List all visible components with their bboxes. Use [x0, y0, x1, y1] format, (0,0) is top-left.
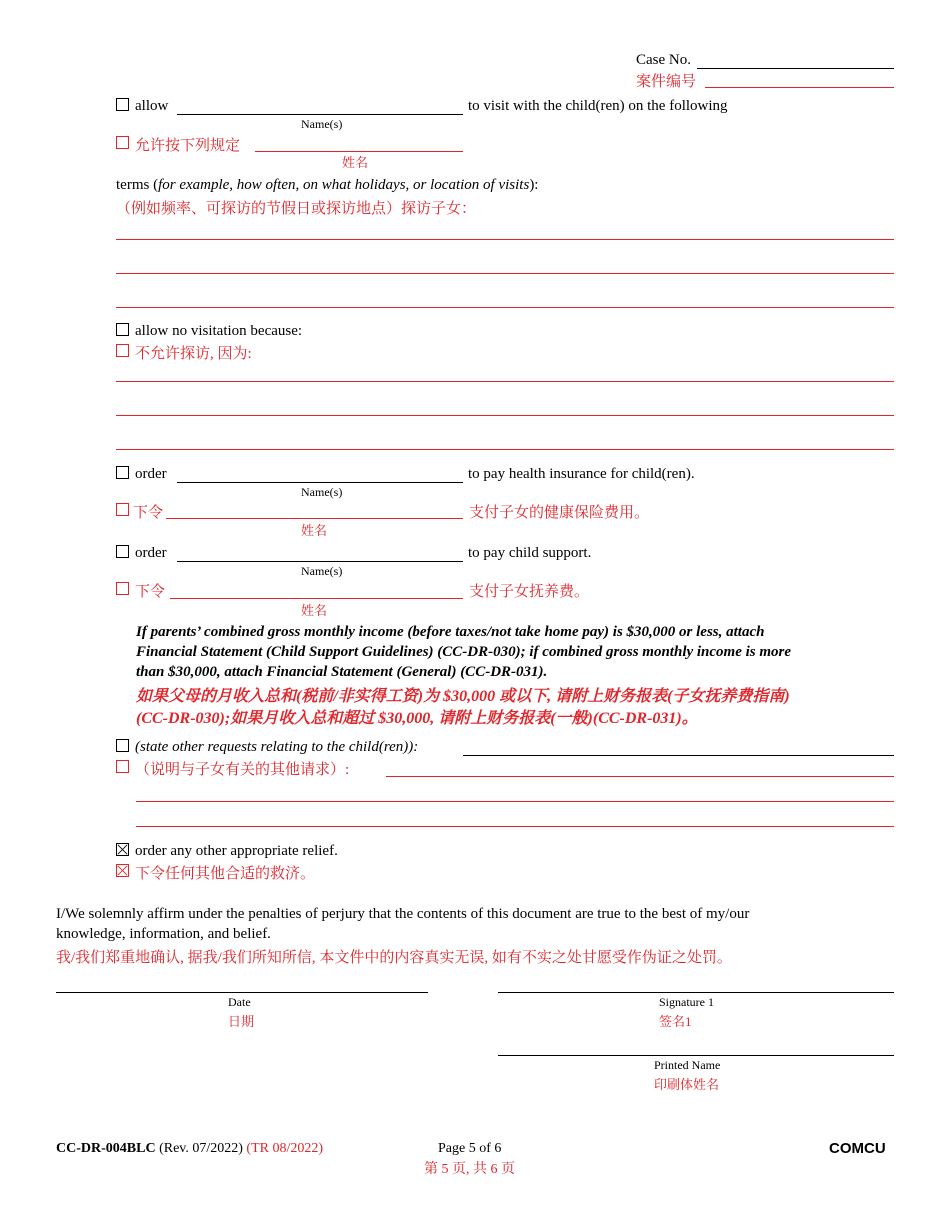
health-names-caption: Name(s) [301, 485, 343, 499]
support-to-pay: to pay child support. [468, 545, 592, 561]
support-order-checkbox[interactable] [116, 545, 129, 558]
allow-names-field[interactable] [177, 114, 463, 115]
other-requests-checkbox-zh[interactable] [116, 760, 129, 773]
date-caption-zh: 日期 [228, 1014, 255, 1029]
case-no-field[interactable] [697, 68, 894, 69]
income-note-line-2: Financial Statement (Child Support Guidelines) (CC-DR-030); if combined gross monthly income is more [136, 644, 792, 660]
health-to-pay-zh: 支付子女的健康保险费用。 [469, 505, 650, 521]
affirm-line-2: knowledge, information, and belief. [56, 926, 271, 942]
affirm-zh: 我/我们郑重地确认, 据我/我们所知所信, 本文件中的内容真实无误, 如有不实之处甘愿受作伪证之处罚。 [56, 950, 732, 966]
other-requests-line-2[interactable] [136, 826, 894, 827]
no-visit-checkbox[interactable] [116, 323, 129, 336]
date-caption: Date [228, 995, 251, 1009]
support-order-label: order [135, 545, 167, 561]
allow-label-zh: 允许按下列规定 [135, 138, 241, 154]
printed-name-caption-zh: 印刷体姓名 [654, 1077, 720, 1092]
income-note-zh-1: 如果父母的月收入总和(税前/非实得工资)为 $30,000 或以下, 请附上财务报表(子女抚养费指南) [136, 688, 790, 705]
other-requests-checkbox[interactable] [116, 739, 129, 752]
support-to-pay-zh: 支付子女抚养费。 [469, 584, 590, 600]
terms-line-2[interactable] [116, 273, 894, 274]
health-order-checkbox[interactable] [116, 466, 129, 479]
health-order-label: order [135, 466, 167, 482]
relief-checkbox[interactable] [116, 843, 129, 856]
allow-visit-checkbox-zh[interactable] [116, 136, 129, 149]
relief-checkbox-zh[interactable] [116, 864, 129, 877]
support-order-checkbox-zh[interactable] [116, 582, 129, 595]
date-field[interactable] [56, 992, 428, 993]
no-visit-line-1[interactable] [116, 381, 894, 382]
no-visit-line-3[interactable] [116, 449, 894, 450]
health-names-field-zh [166, 518, 463, 519]
health-order-label-zh: 下令 [133, 505, 164, 521]
signature-caption: Signature 1 [659, 995, 714, 1009]
support-names-caption: Name(s) [301, 564, 343, 578]
health-to-pay: to pay health insurance for child(ren). [468, 466, 695, 482]
terms-line-3[interactable] [116, 307, 894, 308]
health-names-field[interactable] [177, 482, 463, 483]
income-note-zh-2: (CC-DR-030);如果月收入总和超过 $30,000, 请附上财务报表(一般)(CC-DR-031)。 [136, 710, 698, 727]
relief-label: order any other appropriate relief. [135, 843, 338, 859]
terms-text-zh: （例如频率、可探访的节假日或探访地点）探访子女： [116, 201, 477, 217]
other-requests-label-zh: （说明与子女有关的其他请求）: [135, 762, 350, 778]
support-names-field[interactable] [177, 561, 463, 562]
support-names-field-zh [170, 598, 463, 599]
case-no-label: Case No. [636, 52, 691, 68]
support-names-caption-zh: 姓名 [301, 603, 328, 618]
allow-visit-checkbox[interactable] [116, 98, 129, 111]
printed-name-field[interactable] [498, 1055, 894, 1056]
income-note-line-1: If parents’ combined gross monthly income (before taxes/not take home pay) is $30,000 or less, attach [136, 624, 765, 640]
no-visit-label-zh: 不允许探访, 因为: [135, 346, 252, 362]
checkbox-x-icon [117, 844, 128, 855]
to-visit-text: to visit with the child(ren) on the following [468, 98, 728, 114]
printed-name-caption: Printed Name [654, 1058, 721, 1072]
allow-label: allow [135, 98, 169, 114]
signature-field[interactable] [498, 992, 894, 993]
terms-line-1[interactable] [116, 239, 894, 240]
form-id: CC-DR-004BLC (Rev. 07/2022) (TR 08/2022) [56, 1141, 324, 1156]
page-number-zh: 第 5 页, 共 6 页 [424, 1162, 515, 1177]
terms-text: terms (for example, how often, on what holidays, or location of visits): [116, 177, 539, 193]
no-visit-line-2[interactable] [116, 415, 894, 416]
other-requests-line-1[interactable] [136, 801, 894, 802]
affirm-line-1: I/We solemnly affirm under the penalties of perjury that the contents of this document are true to the best of my/our [56, 906, 750, 922]
health-names-caption-zh: 姓名 [301, 523, 328, 538]
health-order-checkbox-zh[interactable] [116, 503, 129, 516]
other-requests-field[interactable] [463, 755, 894, 756]
checkbox-x-icon [117, 865, 128, 876]
no-visit-label: allow no visitation because: [135, 323, 303, 339]
form-code: COMCU [829, 1140, 886, 1157]
relief-label-zh: 下令任何其他合适的救济。 [135, 866, 316, 882]
other-requests-label: (state other requests relating to the child(ren)): [135, 739, 419, 755]
income-note-line-3: than $30,000, attach Financial Statement (General) (CC-DR-031). [136, 664, 548, 680]
names-caption: Name(s) [301, 117, 343, 131]
support-order-label-zh: 下令 [135, 584, 166, 600]
case-no-label-zh: 案件编号 [636, 74, 697, 90]
other-requests-field-zh [386, 776, 894, 777]
no-visit-checkbox-zh[interactable] [116, 344, 129, 357]
case-no-field-zh [705, 87, 894, 88]
page-number: Page 5 of 6 [438, 1141, 502, 1156]
names-caption-zh: 姓名 [342, 155, 369, 170]
signature-caption-zh: 签名1 [659, 1014, 692, 1029]
